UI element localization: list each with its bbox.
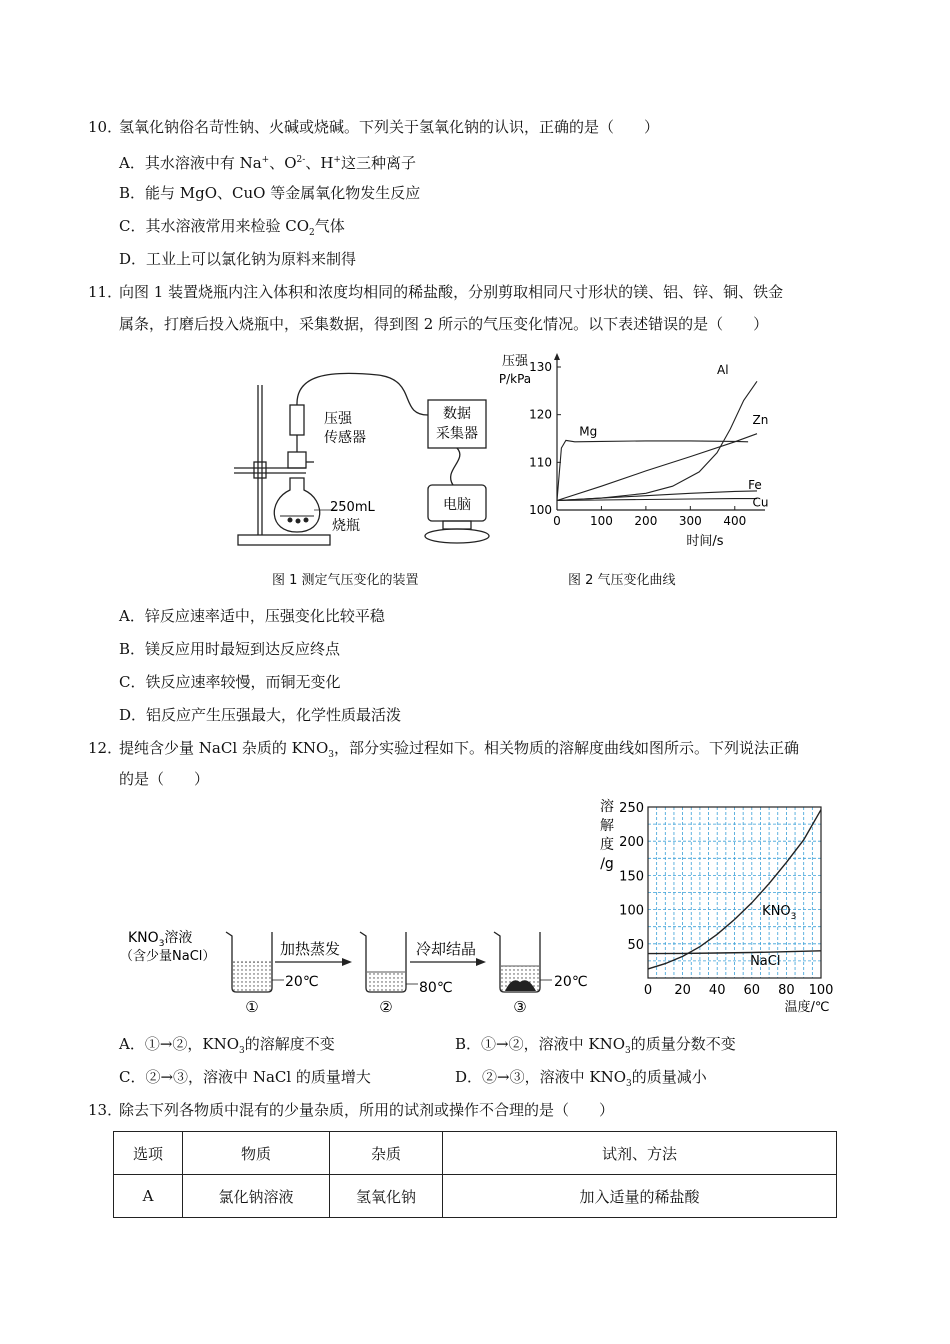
process-start-label-2: （含少量NaCl） — [120, 949, 216, 964]
q12-d-text-2: 的质量减小 — [631, 1068, 707, 1086]
q12-option-c[interactable]: C．②→③，溶液中 NaCl 的质量增大 — [119, 1068, 371, 1086]
chart1-x-tick-label: 400 — [723, 514, 747, 528]
chart1-ylabel-2: P/kPa — [498, 372, 532, 386]
table-header-cell: 杂质 — [330, 1132, 443, 1175]
q10-a-sup-1: + — [261, 155, 270, 165]
q12-option-a[interactable] — [119, 1034, 335, 1061]
q11-stem-line1: 向图 1 装置烧瓶内注入体积和浓度均相同的稀盐酸，分别剪取相同尺寸形状的镁、铝、锌、铜、铁金 — [119, 283, 784, 301]
chart2-x-tick-label: 0 — [643, 983, 653, 998]
q12-a-text-1: A．①→②，KNO — [119, 1035, 240, 1053]
q12-stem-text-2: ，部分实验过程如下。相关物质的溶解度曲线如图所示。下列说法正确 — [334, 739, 800, 757]
q13-stem: 除去下列各物质中混有的少量杂质，所用的试剂或操作不合理的是（ ） — [119, 1101, 615, 1119]
q12-b-text-1: B．①→②，溶液中 KNO — [455, 1035, 625, 1053]
stand-base — [238, 535, 330, 545]
process-step2-label: 冷却结晶 — [416, 940, 477, 958]
q13-number: 13． — [88, 1101, 123, 1119]
chart1-label-al: Al — [717, 363, 729, 378]
q12-a-text-2: 的溶解度不变 — [244, 1035, 335, 1053]
process-step-number-1: ① — [245, 998, 259, 1016]
q10-a-sup-3: + — [333, 155, 341, 165]
q12-option-b[interactable] — [455, 1034, 736, 1061]
solubility-curve-chart — [595, 795, 840, 1020]
q12-d-text-1: D．②→③，溶液中 KNO — [455, 1068, 626, 1086]
chart1-y-tick-label: 100 — [529, 503, 552, 517]
chart2-ylabel-3: 度 — [600, 837, 614, 853]
chart2-x-tick-label: 80 — [778, 983, 795, 998]
q11-option-a[interactable]: A．锌反应速率适中，压强变化比较平稳 — [119, 607, 385, 625]
chart2-x-tick-label: 60 — [743, 983, 761, 998]
table-cell: A — [114, 1175, 183, 1218]
chart1-y-tick-label: 110 — [529, 455, 552, 470]
q12-number: 12． — [88, 739, 123, 757]
process-start-label-sub: 3 — [158, 939, 165, 949]
chart1-ylabel-1: 压强 — [501, 354, 529, 369]
chart1-x-tick-label: 300 — [678, 514, 702, 528]
chart2-ylabel-1: 溶 — [600, 799, 614, 815]
table-header-cell: 物质 — [183, 1132, 330, 1175]
sensor-cable — [297, 373, 428, 415]
table-header-cell: 选项 — [114, 1132, 183, 1175]
q10-a-text-4: 这三种离子 — [340, 154, 416, 172]
crystallization-process-diagram — [120, 920, 600, 1020]
flask-volume-label: 250mL — [330, 500, 375, 515]
sensor-label-2: 传感器 — [324, 430, 366, 446]
chart2-xlabel: 温度/℃ — [784, 1000, 830, 1015]
chart1-xlabel: 时间/s — [686, 534, 724, 549]
q13-options-table — [113, 1131, 837, 1218]
q10-c-sub: 2 — [309, 228, 315, 238]
table-header-row — [114, 1132, 837, 1175]
table-cell: 加入适量的稀盐酸 — [443, 1175, 837, 1218]
chart1-label-cu: Cu — [752, 495, 769, 510]
sensor-body — [290, 405, 304, 435]
chart2-x-tick-label: 40 — [708, 983, 726, 998]
table-row — [114, 1175, 837, 1218]
q10-a-text-2: 、O — [269, 154, 297, 172]
q12-b-text-2: 的质量分数不变 — [630, 1035, 736, 1053]
chart1-y-tick-label: 130 — [529, 360, 552, 374]
process-temp3: 20℃ — [554, 974, 588, 990]
q11-option-c[interactable]: C．铁反应速率较慢，而铜无变化 — [119, 673, 341, 691]
chart2-label-kno3: $KNO_3$ — [762, 904, 797, 923]
q10-a-text-1: A．其水溶液中有 Na — [119, 154, 262, 172]
q12-stem-line1 — [119, 738, 799, 765]
pressure-curve-chart — [495, 345, 785, 555]
collector-label-2: 采集器 — [436, 426, 478, 442]
process-start-label-b: 溶液 — [164, 930, 193, 946]
chart2-ylabel-2: 解 — [600, 818, 614, 834]
chart2-y-tick-label: 200 — [619, 835, 644, 851]
chart2-label-kno3-sub: 3 — [790, 912, 797, 923]
q10-option-c[interactable] — [119, 216, 345, 243]
q11-stem-line2: 属条，打磨后投入烧瓶中，采集数据，得到图 2 所示的气压变化情况。以下表述错误的是（ ） — [119, 315, 769, 333]
chart1-x-tick-label: 100 — [589, 514, 613, 528]
table-cell: 氯化钠溶液 — [183, 1175, 330, 1218]
flask-label: 烧瓶 — [332, 518, 360, 534]
svg-text:KNO3溶液 — [128, 929, 192, 949]
chart2-ylabel-4: /g — [600, 856, 614, 872]
q10-a-sup-2: 2- — [296, 155, 306, 165]
chart1-x-tick-label: 200 — [634, 514, 658, 528]
chart2-x-tick-label: 100 — [808, 983, 834, 998]
chart2-y-tick-label: 150 — [619, 869, 644, 885]
q10-c-text-2: 气体 — [314, 217, 345, 235]
computer-label: 电脑 — [443, 497, 471, 513]
q10-option-b[interactable]: B．能与 MgO、CuO 等金属氧化物发生反应 — [119, 184, 421, 202]
q10-number: 10． — [88, 118, 123, 136]
chart2-y-tick-label: 100 — [619, 903, 644, 919]
figure2-caption: 图 2 气压变化曲线 — [568, 573, 676, 588]
chart2-y-tick-label: 50 — [627, 937, 644, 953]
q12-a-sub: 3 — [239, 1046, 245, 1056]
q10-option-d[interactable]: D．工业上可以氯化钠为原料来制得 — [119, 250, 357, 268]
process-start-label-a: KNO — [128, 930, 159, 946]
q12-d-sub: 3 — [626, 1079, 632, 1089]
table-header-cell: 试剂、方法 — [443, 1132, 837, 1175]
process-temp1: 20℃ — [285, 974, 319, 990]
flask — [274, 478, 319, 532]
process-temp2: 80℃ — [419, 980, 453, 996]
chart2-x-tick-label: 20 — [674, 983, 691, 998]
q10-c-text-1: C．其水溶液常用来检验 CO — [119, 217, 310, 235]
q10-stem: 氢氧化钠俗名苛性钠、火碱或烧碱。下列关于氢氧化钠的认识，正确的是（ ） — [119, 118, 660, 136]
chart1-y-tick-label: 120 — [529, 407, 552, 422]
arrow-1-head — [342, 958, 352, 966]
process-step1-label: 加热蒸发 — [280, 940, 341, 958]
q11-number: 11． — [88, 283, 123, 301]
process-step-number-2: ② — [379, 998, 393, 1016]
figure1-caption: 图 1 测定气压变化的装置 — [272, 573, 419, 588]
q10-a-text-3: 、H — [305, 154, 334, 172]
arrow-2-head — [476, 958, 486, 966]
chart1-y-axis-arrow — [554, 353, 560, 360]
chart1-label-fe: Fe — [748, 477, 762, 492]
chart1-label-mg: Mg — [579, 424, 598, 439]
q12-b-sub: 3 — [625, 1046, 631, 1056]
collector-label-1: 数据 — [443, 406, 471, 422]
chart2-label-nacl: NaCl — [750, 954, 781, 970]
chart1-label-zn: Zn — [752, 413, 769, 428]
sensor-label-1: 压强 — [324, 411, 352, 427]
q12-option-d[interactable] — [455, 1067, 707, 1094]
q12-stem-sub: 3 — [328, 750, 335, 760]
pressure-apparatus-figure — [228, 360, 508, 560]
q11-option-b[interactable]: B．镁反应用时最短到达反应终点 — [119, 640, 341, 658]
chart2-y-tick-label: 250 — [619, 801, 644, 816]
q11-option-d[interactable]: D．铝反应产生压强最大，化学性质最活泼 — [119, 706, 402, 724]
q10-option-a[interactable] — [119, 150, 416, 173]
process-step-number-3: ③ — [513, 998, 527, 1016]
chart1-x-tick-label: 0 — [553, 514, 561, 528]
table-cell: 氢氧化钠 — [330, 1175, 443, 1218]
q12-stem-line2: 的是（ ） — [119, 770, 210, 788]
q12-stem-text-1: 提纯含少量 NaCl 杂质的 KNO — [119, 739, 329, 757]
